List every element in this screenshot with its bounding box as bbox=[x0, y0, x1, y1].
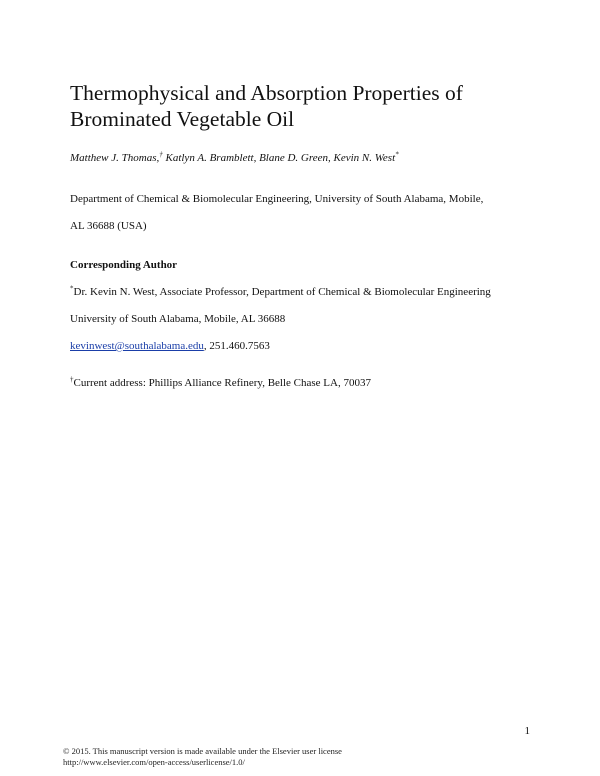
author-others: Katlyn A. Bramblett, Blane D. Green, Kevin N. West bbox=[162, 152, 396, 164]
phone-number: , 251.460.7563 bbox=[203, 340, 270, 352]
asterisk-mark: * bbox=[70, 284, 74, 293]
current-address bbox=[70, 377, 371, 389]
corresponding-author-line-1 bbox=[70, 286, 491, 298]
email-link[interactable]: kevinwest@southalabama.edu bbox=[70, 340, 204, 352]
corresponding-author-heading: Corresponding Author bbox=[70, 259, 178, 271]
dagger-mark: † bbox=[159, 150, 163, 159]
license-notice: © 2015. This manuscript version is made available under the Elsevier user license bbox=[63, 746, 342, 756]
paper-title-line-2: Brominated Vegetable Oil bbox=[70, 107, 295, 131]
author-list bbox=[70, 152, 399, 164]
paper-title bbox=[70, 80, 540, 132]
dagger-mark: † bbox=[70, 375, 74, 384]
corresponding-author-line-2: University of South Alabama, Mobile, AL 36688 bbox=[70, 313, 286, 325]
asterisk-mark: * bbox=[395, 150, 399, 159]
page-number: 1 bbox=[524, 725, 530, 737]
affiliation-line-2: AL 36688 (USA) bbox=[70, 220, 147, 232]
current-address-text: Current address: Phillips Alliance Refinery, Belle Chase LA, 70037 bbox=[73, 377, 371, 389]
author-1: Matthew J. Thomas, bbox=[70, 152, 160, 164]
corresponding-author-name: Dr. Kevin N. West, Associate Professor, Department of Chemical & Biomolecular Engineering bbox=[73, 286, 491, 298]
license-url: http://www.elsevier.com/open-access/userlicense/1.0/ bbox=[63, 757, 245, 767]
contact-line bbox=[70, 340, 270, 352]
paper-title-line-1: Thermophysical and Absorption Properties of bbox=[70, 81, 463, 105]
affiliation-line-1: Department of Chemical & Biomolecular Engineering, University of South Alabama, Mobile, bbox=[70, 193, 484, 205]
